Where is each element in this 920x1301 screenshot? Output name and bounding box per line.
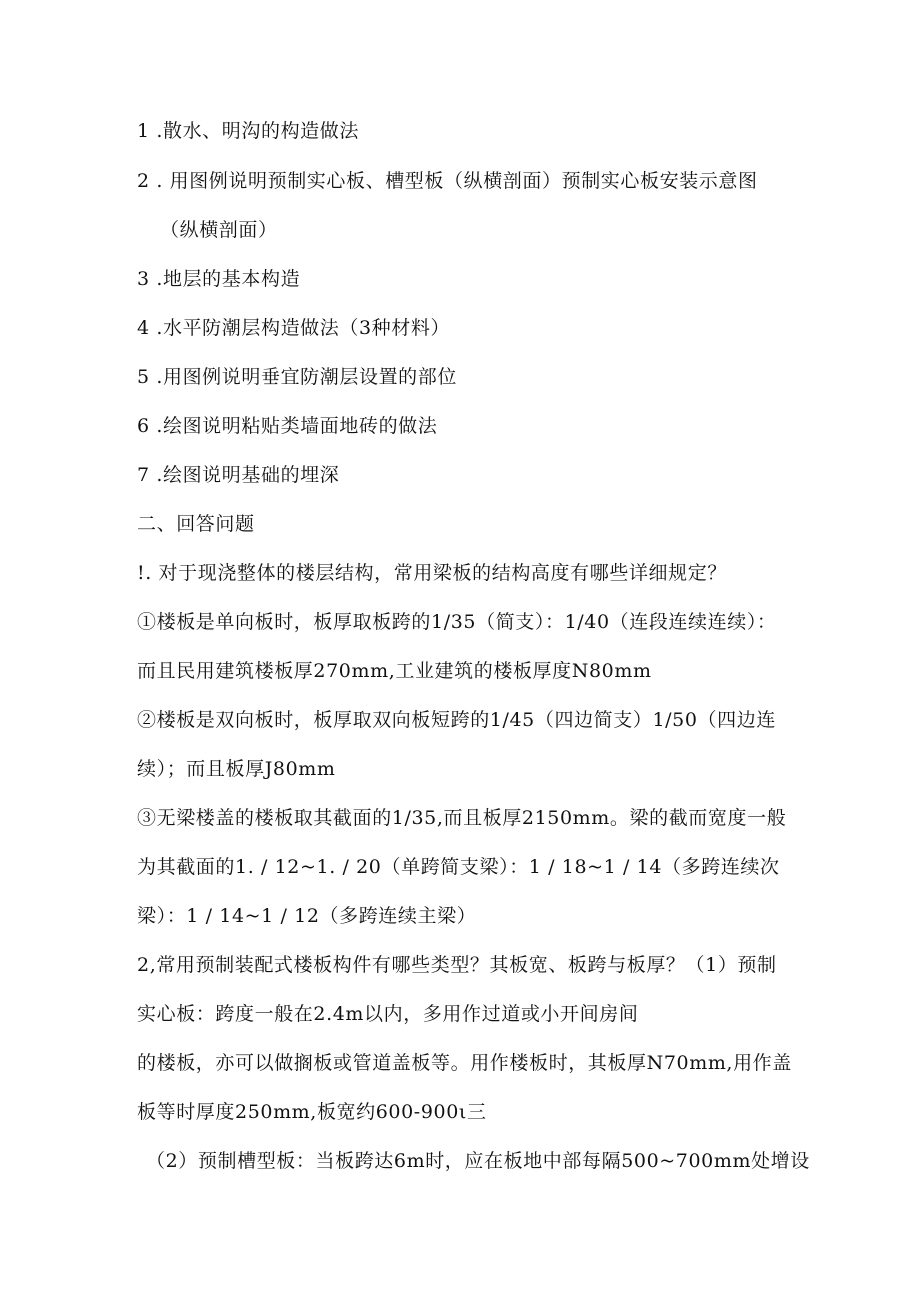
- answer-1-item-1: ①楼板是单向板时，板厚取板跨的1/35（简支）：1/40（连段连续连续）：: [137, 611, 777, 633]
- answer-1-item-3-cont-2: 梁）：1 / 14~1 / 12（多跨连续主梁）: [137, 905, 477, 927]
- text-line-outline-4: 4 .水平防潮层构造做法（3种材料）: [137, 317, 451, 339]
- answer-1-item-2-cont: 续）；而且板厚J80mm: [137, 758, 336, 780]
- answer-1-item-1-cont: 而且民用建筑楼板厚270mm,工业建筑的楼板厚度N80mm: [137, 660, 652, 682]
- text-line-outline-2: 2 . 用图例说明预制实心板、槽型板（纵横剖面）预制实心板安装示意图: [137, 170, 758, 192]
- answer-2-line-2: 的楼板，亦可以做搁板或管道盖板等。用作楼板时，其板厚N70mm,用作盖: [137, 1052, 792, 1074]
- answer-2-line-3: 板等时厚度250mm,板宽约600-900ι三: [137, 1101, 487, 1123]
- section-heading: 二、回答问题: [137, 513, 255, 535]
- text-line-outline-3: 3 .地层的基本构造: [137, 268, 301, 290]
- question-2: 2,常用预制装配式楼板构件有哪些类型？其板宽、板跨与板厚？（1）预制: [137, 954, 777, 976]
- text-line-outline-2-cont: （纵横剖面）: [160, 219, 278, 241]
- answer-1-item-3: ③无梁楼盖的楼板取其截面的1/35,而且板厚2150mm。梁的截而宽度一般: [137, 807, 787, 829]
- text-line-outline-5: 5 .用图例说明垂宜防潮层设置的部位: [137, 366, 457, 388]
- text-line-outline-6: 6 .绘图说明粘贴类墙面地砖的做法: [137, 415, 438, 437]
- answer-1-item-2: ②楼板是双向板时，板厚取双向板短跨的1/45（四边简支）1/50（四边连: [137, 709, 776, 731]
- answer-2-line-4: （2）预制槽型板：当板跨达6m时，应在板地中部每隔500~700mm处增设: [146, 1150, 810, 1172]
- text-line-outline-1: 1 .散水、明沟的构造做法: [137, 120, 359, 142]
- text-line-outline-7: 7 .绘图说明基础的埋深: [137, 464, 340, 486]
- answer-2-line-1: 实心板：跨度一般在2.4m以内，多用作过道或小开间房间: [137, 1003, 639, 1025]
- answer-1-item-3-cont: 为其截面的1. / 12~1. / 20（单跨简支梁）：1 / 18~1 / 14（多跨连续次: [137, 856, 780, 878]
- question-1: !. 对于现浇整体的楼层结构，常用梁板的结构高度有哪些详细规定？: [137, 562, 727, 584]
